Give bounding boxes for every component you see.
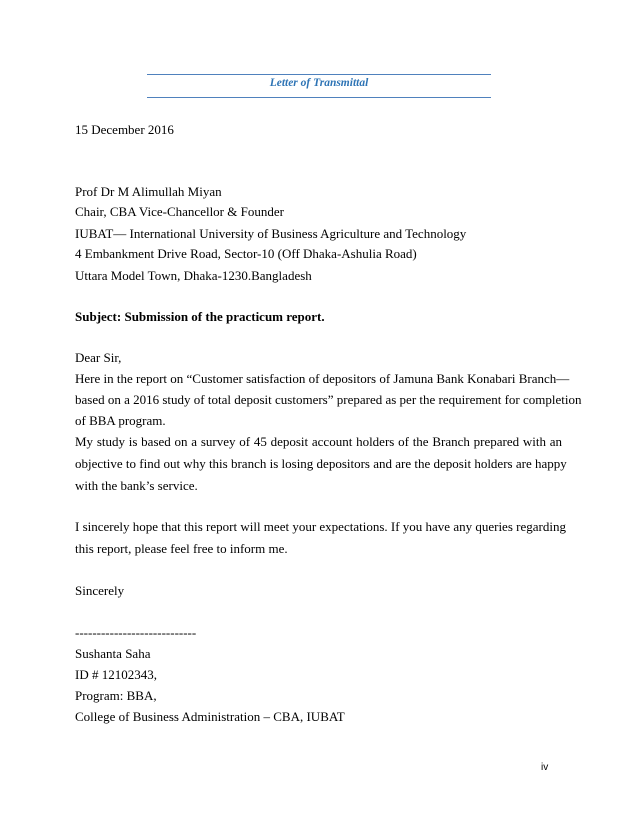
recipient-name: Prof Dr M Alimullah Miyan xyxy=(75,184,222,199)
recipient-address-line1: 4 Embankment Drive Road, Sector-10 (Off Dhaka-Ashulia Road) xyxy=(75,246,417,261)
sender-program: Program: BBA, xyxy=(75,688,157,703)
paragraph1-line: based on a 2016 study of total deposit customers” prepared as per the requirement for completion xyxy=(75,392,582,407)
heading-bottom-rule xyxy=(147,97,491,98)
closing: Sincerely xyxy=(75,583,125,598)
letter-title: Letter of Transmittal xyxy=(269,77,369,89)
sender-id: ID # 12102343, xyxy=(75,667,157,682)
recipient-title: Chair, CBA Vice-Chancellor & Founder xyxy=(75,204,284,219)
letter-subject: Subject: Submission of the practicum report. xyxy=(75,309,325,324)
paragraph1-line: of BBA program. xyxy=(75,413,166,428)
paragraph2-line: My study is based on a survey of 45 deposit account holders of the Branch prepared with an xyxy=(75,434,562,449)
paragraph2-line: objective to find out why this branch is losing depositors and are the deposit holders are happy xyxy=(75,456,567,471)
page-number: iv xyxy=(541,762,549,773)
sender-name: Sushanta Saha xyxy=(75,646,151,661)
salutation: Dear Sir, xyxy=(75,350,122,365)
letter-date: 15 December 2016 xyxy=(75,122,174,137)
heading-top-rule xyxy=(147,74,491,75)
paragraph3-line: this report, please feel free to inform me. xyxy=(75,541,288,556)
paragraph2-line: with the bank’s service. xyxy=(75,478,198,493)
recipient-institution: IUBAT— International University of Business Agriculture and Technology xyxy=(75,226,467,241)
paragraph1-line: Here in the report on “Customer satisfaction of depositors of Jamuna Bank Konabari Branch— xyxy=(75,371,570,386)
sender-college: College of Business Administration – CBA, IUBAT xyxy=(75,709,345,724)
signature-line: ---------------------------- xyxy=(75,625,197,640)
paragraph3-line: I sincerely hope that this report will meet your expectations. If you have any queries regarding xyxy=(75,519,566,534)
recipient-address-line2: Uttara Model Town, Dhaka-1230.Bangladesh xyxy=(75,268,312,283)
